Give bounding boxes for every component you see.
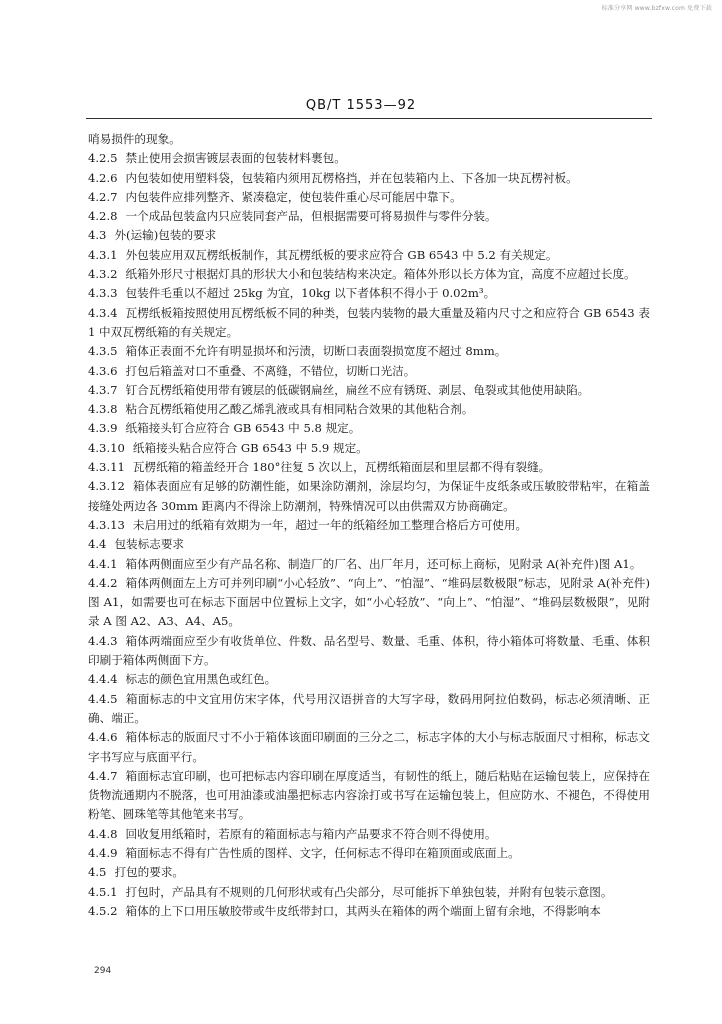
paragraph (88, 226, 650, 245)
paragraph (88, 863, 650, 882)
paragraph (88, 188, 650, 207)
paragraph (88, 169, 650, 188)
clause-text: 钉合瓦楞纸箱使用带有镀层的低碳钢扁丝，扁丝不应有锈斑、剥层、龟裂或其他使用缺陷。 (125, 382, 590, 397)
clause-text: 内包装件应排列整齐、紧凑稳定，使包装件重心尽可能居中靠下。 (125, 189, 462, 204)
clause-number: 4.2.5 (88, 151, 118, 166)
clause-text: 箱面标志的中文宜用仿宋字体，代号用汉语拼音的大写字母，数码用阿拉伯数码，标志必须清晰、正确、端正。 (88, 691, 650, 725)
clause-number: 4.4.8 (88, 826, 118, 841)
clause-number: 4.3.4 (88, 305, 118, 320)
paragraph (88, 284, 650, 303)
paragraph (88, 130, 650, 149)
clause-text: 外包装应用双瓦楞纸板制作，其瓦楞纸板的要求应符合 GB 6543 中 5.2 有关规定。 (125, 247, 558, 262)
paragraph (88, 767, 650, 825)
clause-number: 4.5.2 (88, 903, 118, 918)
paragraph (88, 419, 650, 438)
clause-number: 4.4.5 (88, 691, 118, 706)
clause-number: 4.5 (88, 865, 107, 880)
clause-number: 4.5.1 (88, 884, 118, 899)
clause-number: 4.3.12 (88, 479, 125, 494)
clause-number: 4.4.1 (88, 556, 118, 571)
clause-text: 回收复用纸箱时，若原有的箱面标志与箱内产品要求不符合则不得使用。 (125, 826, 497, 841)
clause-text: 打包时，产品具有不规则的几何形状或有凸尖部分，尽可能拆下单独包装，并附有包装示意图。 (125, 884, 613, 899)
paragraph (88, 246, 650, 265)
paragraph (88, 670, 650, 689)
watermark-text: 标准分享网 www.bzfxw.com 免费下载 (601, 5, 712, 12)
paragraph (88, 342, 650, 361)
clause-number: 4.3.8 (88, 402, 118, 417)
clause-text: 标志的颜色宜用黑色或红色。 (125, 672, 277, 687)
clause-text: 未启用过的纸箱有效期为一年，超过一年的纸箱经加工整理合格后方可使用。 (132, 517, 528, 532)
paragraph (88, 265, 650, 284)
clause-number: 4.3.9 (88, 421, 118, 436)
clause-text: 箱体两侧面应至少有产品名称、制造厂的厂名、出厂年月，还可标上商标，见附录 A(补充件)图 A1。 (125, 556, 642, 571)
clause-text: 箱体表面应有足够的防潮性能，如果涂防潮剂，涂层均匀，为保证牛皮纸条或压敏胶带粘牢，在箱盖接缝处两边各 30mm 距离内不得涂上防潮剂，特殊情况可以由供需双方协商确定。 (88, 479, 650, 513)
clause-number: 4.3.10 (88, 440, 125, 455)
clause-number: 4.3.13 (88, 517, 125, 532)
paragraph (88, 574, 650, 632)
clause-number: 4.3.7 (88, 382, 118, 397)
clause-number: 4.4.4 (88, 672, 118, 687)
clause-number: 4.3.11 (88, 460, 125, 475)
clause-number: 4.3.3 (88, 286, 118, 301)
paragraph (88, 555, 650, 574)
paragraph (88, 516, 650, 535)
paragraph (88, 477, 650, 516)
paragraph (88, 207, 650, 226)
clause-text: 箱面标志宜印刷，也可把标志内容印刷在厚度适当，有韧性的纸上，随后粘贴在运输包装上，应保持在货物流通期内不脱落，也可用油漆或油墨把标志内容涂打或书写在运输包装上，但应防水、不褪色，不得使用粉笔、圆珠笔等其他笔来书写。 (88, 768, 650, 822)
clause-text: 哨易损件的现象。 (88, 132, 181, 146)
clause-number: 4.2.8 (88, 209, 118, 224)
clause-text: 包装件毛重以不超过 25kg 为宜，10kg 以下者体积不得小于 0.02m³。 (125, 286, 496, 301)
clause-text: 箱面标志不得有广告性质的图样、文字，任何标志不得印在箱顶面或底面上。 (125, 845, 520, 860)
clause-text: 粘合瓦楞纸箱使用乙酸乙烯乳液或具有相同粘合效果的其他粘合剂。 (125, 402, 474, 417)
paragraph (88, 883, 650, 902)
clause-text: 禁止使用会损害镀层表面的包装材料裹包。 (125, 151, 346, 166)
clause-text: 箱体正表面不允许有明显损坏和污渍，切断口表面裂损宽度不超过 8mm。 (125, 344, 507, 359)
paragraph (88, 458, 650, 477)
clause-text: 内包装如使用塑料袋，包装箱内须用瓦楞格挡，并在包装箱内上、下各加一块瓦楞衬板。 (125, 170, 578, 185)
clause-text: 外(运输)包装的要求 (114, 228, 217, 243)
document-body (88, 130, 650, 921)
paragraph (88, 825, 650, 844)
clause-number: 4.4.7 (88, 768, 118, 783)
header-rule (86, 118, 652, 119)
clause-text: 纸箱接头粘合应符合 GB 6543 中 5.9 规定。 (132, 440, 368, 455)
clause-text: 箱体两侧面左上方可并列印刷“小心轻放”、“向上”、“怕湿”、“堆码层数极限”标志，见附录 A(补充件)图 A1，如需要也可在标志下面居中位置标上文字，如“小心轻放”、“向上”、“怕湿”、“堆码层数极限”，见附录 A 图 A2、A3、A4、A5。 (88, 575, 650, 629)
clause-text: 箱体两端面应至少有收货单位、件数、品名型号、数量、毛重、体积，待小箱体可将数量、毛重、体积印刷于箱体两侧面下方。 (88, 633, 650, 668)
paragraph (88, 439, 650, 458)
paragraph (88, 632, 650, 671)
paragraph (88, 381, 650, 400)
clause-number: 4.4.9 (88, 845, 118, 860)
clause-number: 4.3.5 (88, 344, 118, 359)
clause-number: 4.4.3 (88, 633, 118, 648)
clause-number: 4.3 (88, 228, 107, 243)
clause-number: 4.2.7 (88, 189, 118, 204)
clause-text: 一个成品包装盒内只应装同套产品，但根据需要可将易损件与零件分装。 (125, 209, 497, 224)
clause-number: 4.4.2 (88, 575, 118, 590)
page-number: 294 (94, 966, 112, 976)
clause-text: 打包的要求。 (114, 865, 185, 880)
clause-text: 箱体的上下口用压敏胶带或牛皮纸带封口，其两头在箱体的两个端面上留有余地，不得影响本 (125, 903, 601, 918)
clause-text: 包装标志要求 (114, 537, 185, 552)
paragraph (88, 690, 650, 729)
clause-number: 4.4 (88, 537, 107, 552)
paragraph (88, 149, 650, 168)
standard-code-header: QB/T 1553—92 (305, 98, 417, 113)
clause-text: 瓦楞纸箱的箱盖经开合 180°往复 5 次以上，瓦楞纸箱面层和里层都不得有裂缝。 (132, 460, 551, 475)
paragraph (88, 844, 650, 863)
paragraph (88, 728, 650, 767)
clause-text: 打包后箱盖对口不重叠、不离缝，不错位，切断口光洁。 (125, 363, 416, 378)
clause-number: 4.4.6 (88, 730, 118, 745)
clause-number: 4.3.6 (88, 363, 118, 378)
clause-text: 纸箱外形尺寸根据灯具的形状大小和包装结构来决定。箱体外形以长方体为宜，高度不应超过长度。 (125, 267, 636, 282)
paragraph (88, 902, 650, 921)
clause-text: 瓦楞纸板箱按照使用瓦楞纸板不同的种类，包装内装物的最大重量及箱内尺寸之和应符合 GB 6543 表 1 中双瓦楞纸箱的有关规定。 (88, 305, 650, 339)
paragraph (88, 304, 650, 343)
paragraph (88, 535, 650, 554)
paragraph (88, 400, 650, 419)
clause-text: 箱体标志的版面尺寸不小于箱体该面印刷面的三分之二，标志字体的大小与标志版面尺寸相称，标志文字书写应与底面平行。 (88, 730, 650, 764)
clause-text: 纸箱接头钉合应符合 GB 6543 中 5.8 规定。 (125, 421, 361, 436)
paragraph (88, 362, 650, 381)
clause-number: 4.3.2 (88, 267, 118, 282)
clause-number: 4.2.6 (88, 170, 118, 185)
clause-number: 4.3.1 (88, 247, 118, 262)
